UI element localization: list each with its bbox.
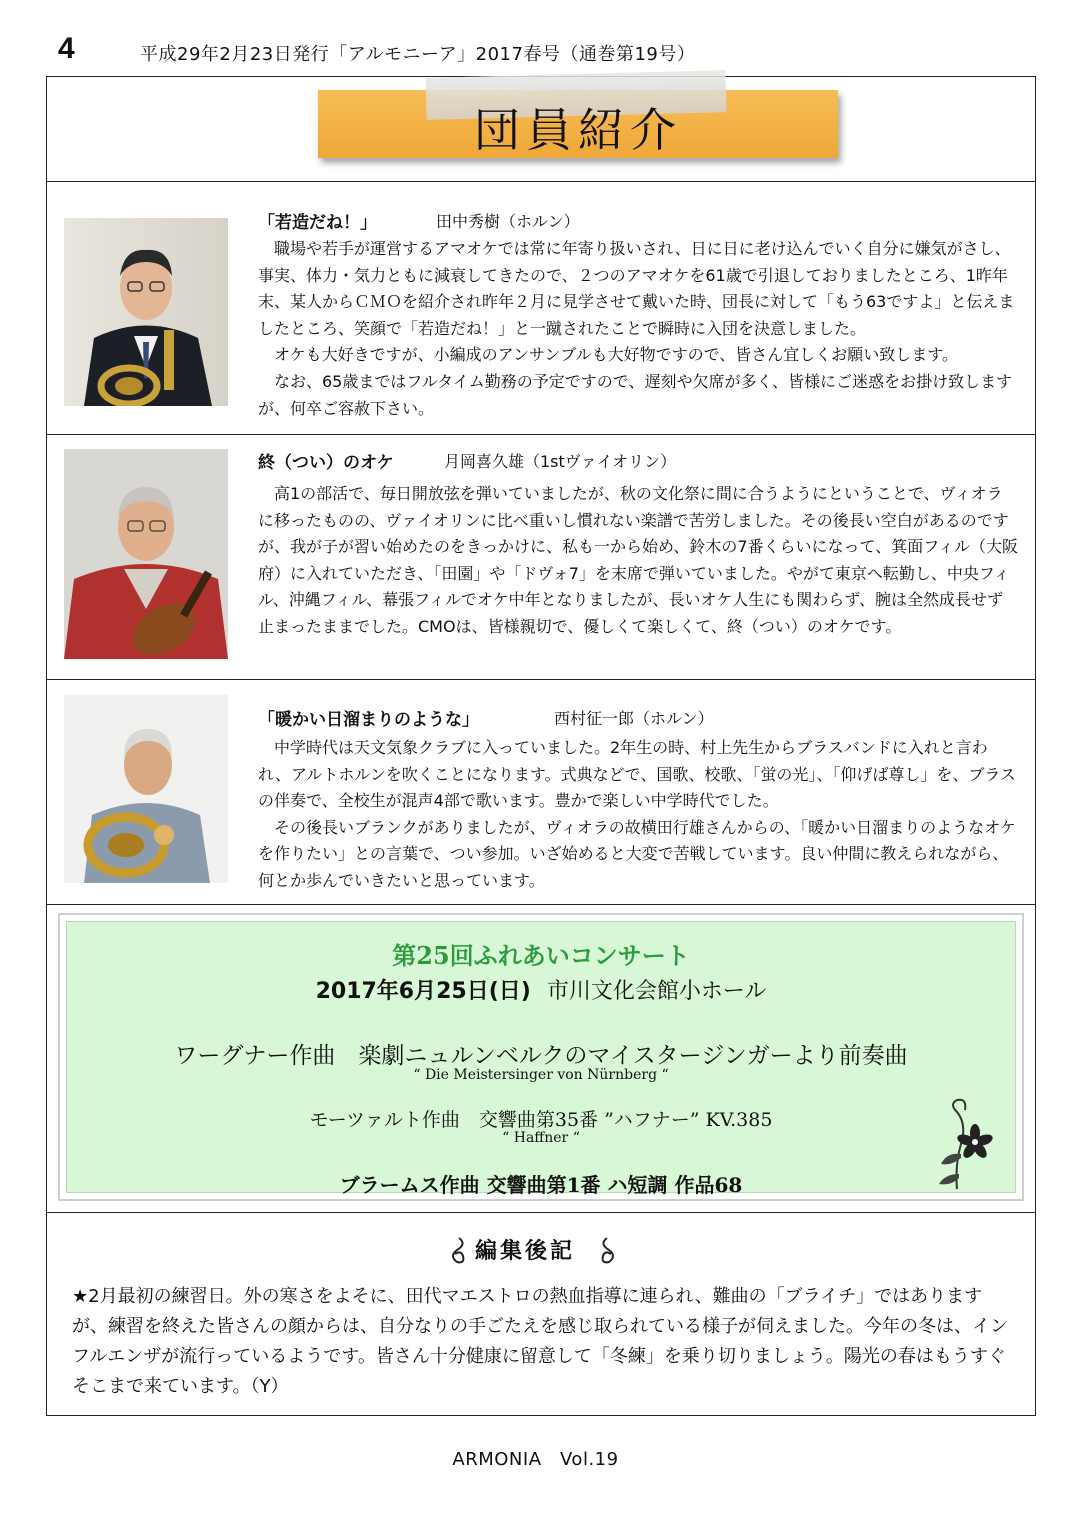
afterword-heading	[445, 1230, 625, 1270]
paragraph: オケも大好きですが、小編成のアンサンブルも大好物ですので、皆さん宜しくお願い致します。	[274, 345, 959, 365]
member-photo	[64, 695, 228, 883]
afterword-title: 編集後記	[475, 1239, 576, 1264]
program-piece: ワーグナー作曲 楽劇ニュルンベルクのマイスタージンガーより前奏曲	[174, 1043, 908, 1069]
divider	[46, 904, 1036, 905]
member-card	[46, 434, 1036, 679]
issue-line: 平成29年2月23日発行「アルモニーア」2017春号（通巻第19号）	[140, 44, 696, 65]
member-text	[258, 735, 1018, 895]
clef-right-icon	[595, 1236, 621, 1266]
member-card	[46, 679, 1036, 904]
program-subtitle: “ Haffner “	[502, 1130, 580, 1146]
member-photo	[64, 218, 228, 406]
member-card	[46, 181, 1036, 434]
paragraph: なお、65歳まではフルタイム勤務の予定ですので、遅刻や欠席が多く、皆様にご迷惑をお掛け致しますが、何卒ご容赦下さい。	[258, 371, 1013, 418]
member-name: 月岡喜久雄（1stヴァイオリン）	[444, 452, 677, 471]
paragraph: 高1の部活で、毎日開放弦を弾いていましたが、秋の文化祭に間に合うようにということで、ヴィオラに移ったものの、ヴァイオリンに比べ重いし慣れない楽譜で苦労しました。その後長い空白があるのですが、我が子が習い始めたのをきっかけに、私も一から始め、鈴木の7番くらいになって、箕面フィル（大阪府）に入れていただき、「田園」や「ドヴォ7」を末席で弾いていました。やがて東京へ転勤し、中央フィル、沖縄フィル、幕張フィルでオケ中年となりましたが、長いオケ人生にも関わらず、腕は全然成長せず止まったままでした。CMOは、皆様親切で、優しくて楽しくて、終（つい）のオケです。	[258, 484, 1018, 636]
member-headline: 「暖かい日溜まりのような」	[258, 710, 479, 730]
concert-date-line	[67, 974, 1015, 1005]
member-text	[258, 236, 1018, 422]
program-subtitle: “ Die Meistersinger von Nürnberg “	[413, 1067, 669, 1083]
divider	[46, 1212, 1036, 1213]
member-name: 田中秀樹（ホルン）	[436, 212, 580, 231]
concert-date: 2017年6月25日(日)	[315, 979, 531, 1004]
clef-left-icon	[445, 1236, 471, 1266]
member-headline: 終（つい）のオケ	[258, 453, 394, 473]
paragraph: 中学時代は天文気象クラブに入っていました。2年生の時、村上先生からブラスバンドに入れと言われ、アルトホルンを吹くことになります。式典などで、国歌、校歌、「蛍の光」、「仰げば尊し」を、ブラスの伴奏で、全校生が混声4部で歌います。豊かで楽しい中学時代でした。	[258, 738, 1016, 811]
member-text	[258, 481, 1018, 641]
afterword-text: ★2月最初の練習日。外の寒さをよそに、田代マエストロの熱血指導に連られ、難曲の「ブライチ」ではありますが、練習を終えた皆さんの顔からは、自分なりの手ごたえを感じ取られている様子が伺えました。今年の冬は、インフルエンザが流行っているようです。皆さん十分健康に留意して「冬練」を乗り切りましょう。陽光の春はもうすぐそこまで来ています。（Y）	[72, 1286, 1008, 1397]
flower-ornament-icon	[927, 1094, 997, 1194]
program-piece: モーツァルト作曲 交響曲第35番 ”ハフナー” KV.385	[309, 1109, 773, 1131]
section-title: 団員紹介	[474, 103, 682, 157]
concert-box	[58, 913, 1024, 1201]
member-name: 西村征一郎（ホルン）	[554, 709, 714, 728]
concert-panel	[66, 921, 1016, 1197]
concert-title: 第25回ふれあいコンサート	[392, 941, 690, 970]
section-title-banner	[318, 88, 838, 166]
member-photo	[64, 449, 228, 659]
page-number: 4	[58, 32, 75, 65]
footer: ARMONIA Vol.19	[452, 1449, 619, 1470]
program-piece: ブラームス作曲 交響曲第1番 ハ短調 作品68	[339, 1173, 743, 1197]
paragraph: 職場や若手が運営するアマオケでは常に年寄り扱いされ、日に日に老け込んでいく自分に嫌気がさし、事実、体力・気力ともに減衰してきたので、２つのアマオケを61歳で引退しておりましたところ、1昨年末、某人からＣＭＯを紹介され昨年２月に見学させて戴いた時、団長に対して「もう63ですよ」と伝えましたところ、笑顔で「若造だね！」と一蹴されたことで瞬時に入団を決意しました。	[258, 239, 1015, 338]
paragraph: その後長いブランクがありましたが、ヴィオラの故横田行雄さんからの、「暖かい日溜まりのようなオケを作りたい」との言葉で、つい参加。いざ始めると大変で苦戦しています。良い仲間に教えられながら、何とか歩んでいきたいと思っています。	[258, 817, 1016, 890]
concert-venue: 市川文化会館小ホール	[546, 979, 767, 1004]
member-headline: 「若造だね！」	[258, 213, 377, 233]
